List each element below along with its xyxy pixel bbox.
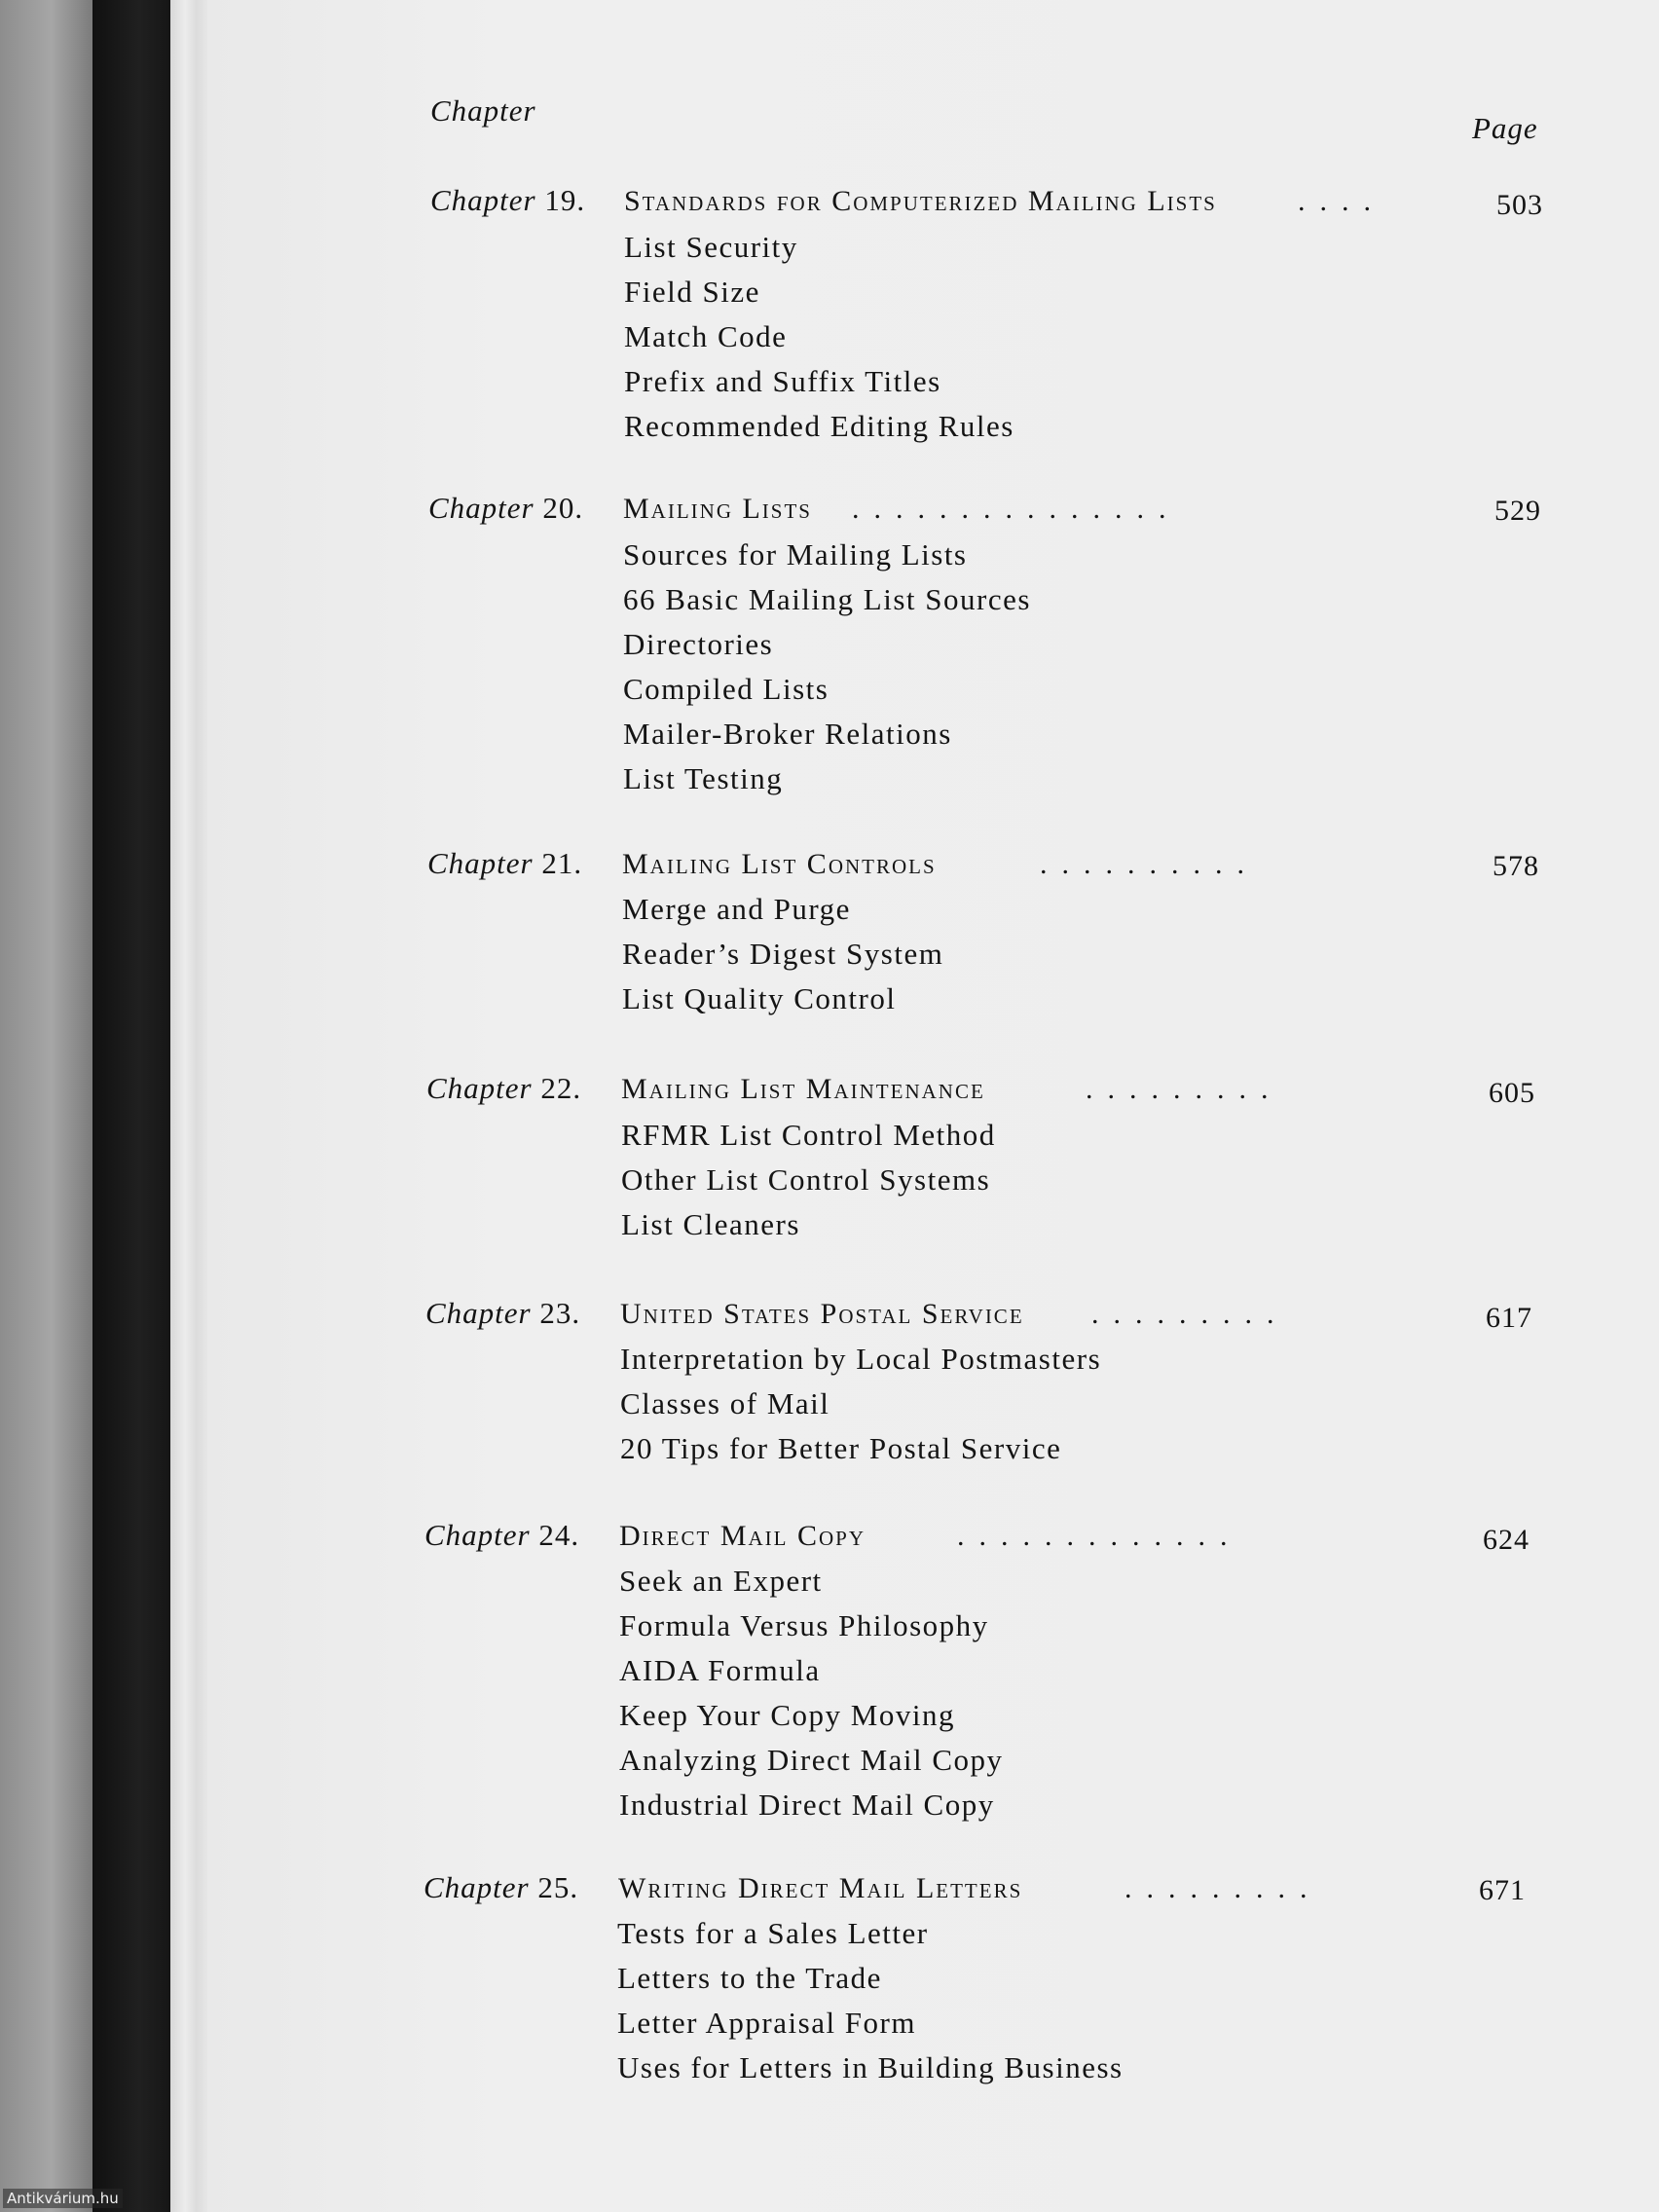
book-page bbox=[207, 0, 1659, 2212]
dot-leader: ......... bbox=[1091, 1298, 1289, 1330]
section-title: Directories bbox=[623, 627, 774, 661]
chapter-title: Mailing List Maintenance bbox=[621, 1073, 985, 1105]
chapter-entry bbox=[207, 491, 1659, 539]
chapter-page-number: 578 bbox=[1493, 850, 1539, 882]
chapter-label bbox=[425, 1296, 580, 1331]
section-title: Prefix and Suffix Titles bbox=[624, 364, 941, 398]
chapter-word: Chapter bbox=[425, 1296, 532, 1330]
section-title: Seek an Expert bbox=[619, 1564, 823, 1598]
chapter-title: Mailing List Controls bbox=[622, 848, 937, 880]
chapter-label bbox=[427, 846, 582, 881]
chapter-word: Chapter bbox=[424, 1870, 530, 1904]
chapter-label bbox=[428, 491, 583, 526]
page-column-heading: Page bbox=[1472, 111, 1538, 145]
chapter-title: Direct Mail Copy bbox=[619, 1520, 866, 1552]
dot-leader: .... bbox=[1298, 185, 1385, 217]
section-title: Industrial Direct Mail Copy bbox=[619, 1788, 995, 1822]
chapter-label bbox=[426, 1071, 581, 1106]
section-title: Mailer-Broker Relations bbox=[623, 717, 952, 751]
section-title: Tests for a Sales Letter bbox=[617, 1916, 929, 1950]
chapter-word: Chapter bbox=[424, 1518, 531, 1552]
chapter-number: 19. bbox=[544, 183, 586, 217]
section-title: List Security bbox=[624, 230, 798, 264]
chapter-label bbox=[424, 1518, 579, 1553]
section-title: Merge and Purge bbox=[622, 892, 851, 926]
section-title: Recommended Editing Rules bbox=[624, 409, 1014, 443]
chapter-label bbox=[424, 1870, 578, 1905]
book-spine bbox=[92, 0, 170, 2212]
dot-leader: ......... bbox=[1124, 1872, 1322, 1904]
chapter-label bbox=[430, 183, 585, 218]
chapter-page-number: 529 bbox=[1494, 495, 1541, 527]
section-title: Compiled Lists bbox=[623, 672, 830, 706]
chapter-entry bbox=[207, 846, 1659, 895]
dot-leader: ............. bbox=[957, 1520, 1242, 1552]
section-title: List Testing bbox=[623, 761, 784, 795]
section-title: AIDA Formula bbox=[619, 1653, 821, 1687]
chapter-number: 20. bbox=[542, 491, 584, 525]
chapter-page-number: 503 bbox=[1496, 189, 1543, 221]
dot-leader: ............... bbox=[852, 493, 1181, 525]
chapter-title: United States Postal Service bbox=[620, 1298, 1024, 1330]
chapter-number: 25. bbox=[537, 1870, 579, 1904]
page-edge bbox=[170, 0, 207, 2212]
section-title: 66 Basic Mailing List Sources bbox=[623, 582, 1031, 616]
chapter-page-number: 617 bbox=[1486, 1302, 1532, 1334]
section-title: List Quality Control bbox=[622, 981, 897, 1015]
chapter-number: 21. bbox=[541, 846, 583, 880]
chapter-entry bbox=[207, 183, 1659, 232]
chapter-column-heading: Chapter bbox=[430, 93, 536, 128]
chapter-word: Chapter bbox=[430, 183, 536, 217]
chapter-page-number: 671 bbox=[1479, 1874, 1526, 1906]
section-title: Sources for Mailing Lists bbox=[623, 537, 968, 571]
chapter-title: Mailing Lists bbox=[623, 493, 812, 525]
section-title: RFMR List Control Method bbox=[621, 1118, 996, 1152]
section-title: Formula Versus Philosophy bbox=[619, 1608, 989, 1642]
chapter-page-number: 624 bbox=[1483, 1524, 1530, 1556]
section-title: Field Size bbox=[624, 275, 760, 309]
chapter-title: Standards for Computerized Mailing Lists bbox=[624, 185, 1217, 217]
section-title: Reader’s Digest System bbox=[622, 937, 944, 971]
section-title: Classes of Mail bbox=[620, 1386, 830, 1420]
section-title: Interpretation by Local Postmasters bbox=[620, 1342, 1102, 1376]
section-title: Letters to the Trade bbox=[617, 1961, 882, 1995]
chapter-number: 24. bbox=[538, 1518, 580, 1552]
section-title: Keep Your Copy Moving bbox=[619, 1698, 955, 1732]
section-title: Match Code bbox=[624, 319, 788, 353]
watermark: Antikvárium.hu bbox=[3, 2189, 123, 2208]
chapter-word: Chapter bbox=[428, 491, 535, 525]
chapter-word: Chapter bbox=[427, 846, 534, 880]
section-title: List Cleaners bbox=[621, 1207, 800, 1241]
dot-leader: .......... bbox=[1040, 848, 1259, 880]
chapter-word: Chapter bbox=[426, 1071, 533, 1105]
chapter-entry bbox=[207, 1870, 1659, 1919]
section-title: Analyzing Direct Mail Copy bbox=[619, 1743, 1004, 1777]
chapter-number: 22. bbox=[540, 1071, 582, 1105]
chapter-entry bbox=[207, 1518, 1659, 1567]
chapter-title: Writing Direct Mail Letters bbox=[618, 1872, 1023, 1904]
section-title: 20 Tips for Better Postal Service bbox=[620, 1431, 1062, 1465]
chapter-number: 23. bbox=[539, 1296, 581, 1330]
section-title: Letter Appraisal Form bbox=[617, 2006, 916, 2040]
chapter-entry bbox=[207, 1071, 1659, 1120]
section-title: Uses for Letters in Building Business bbox=[617, 2050, 1124, 2084]
chapter-entry bbox=[207, 1296, 1659, 1345]
chapter-page-number: 605 bbox=[1489, 1077, 1535, 1109]
background-surface bbox=[0, 0, 92, 2212]
section-title: Other List Control Systems bbox=[621, 1162, 991, 1197]
dot-leader: ......... bbox=[1086, 1073, 1283, 1105]
